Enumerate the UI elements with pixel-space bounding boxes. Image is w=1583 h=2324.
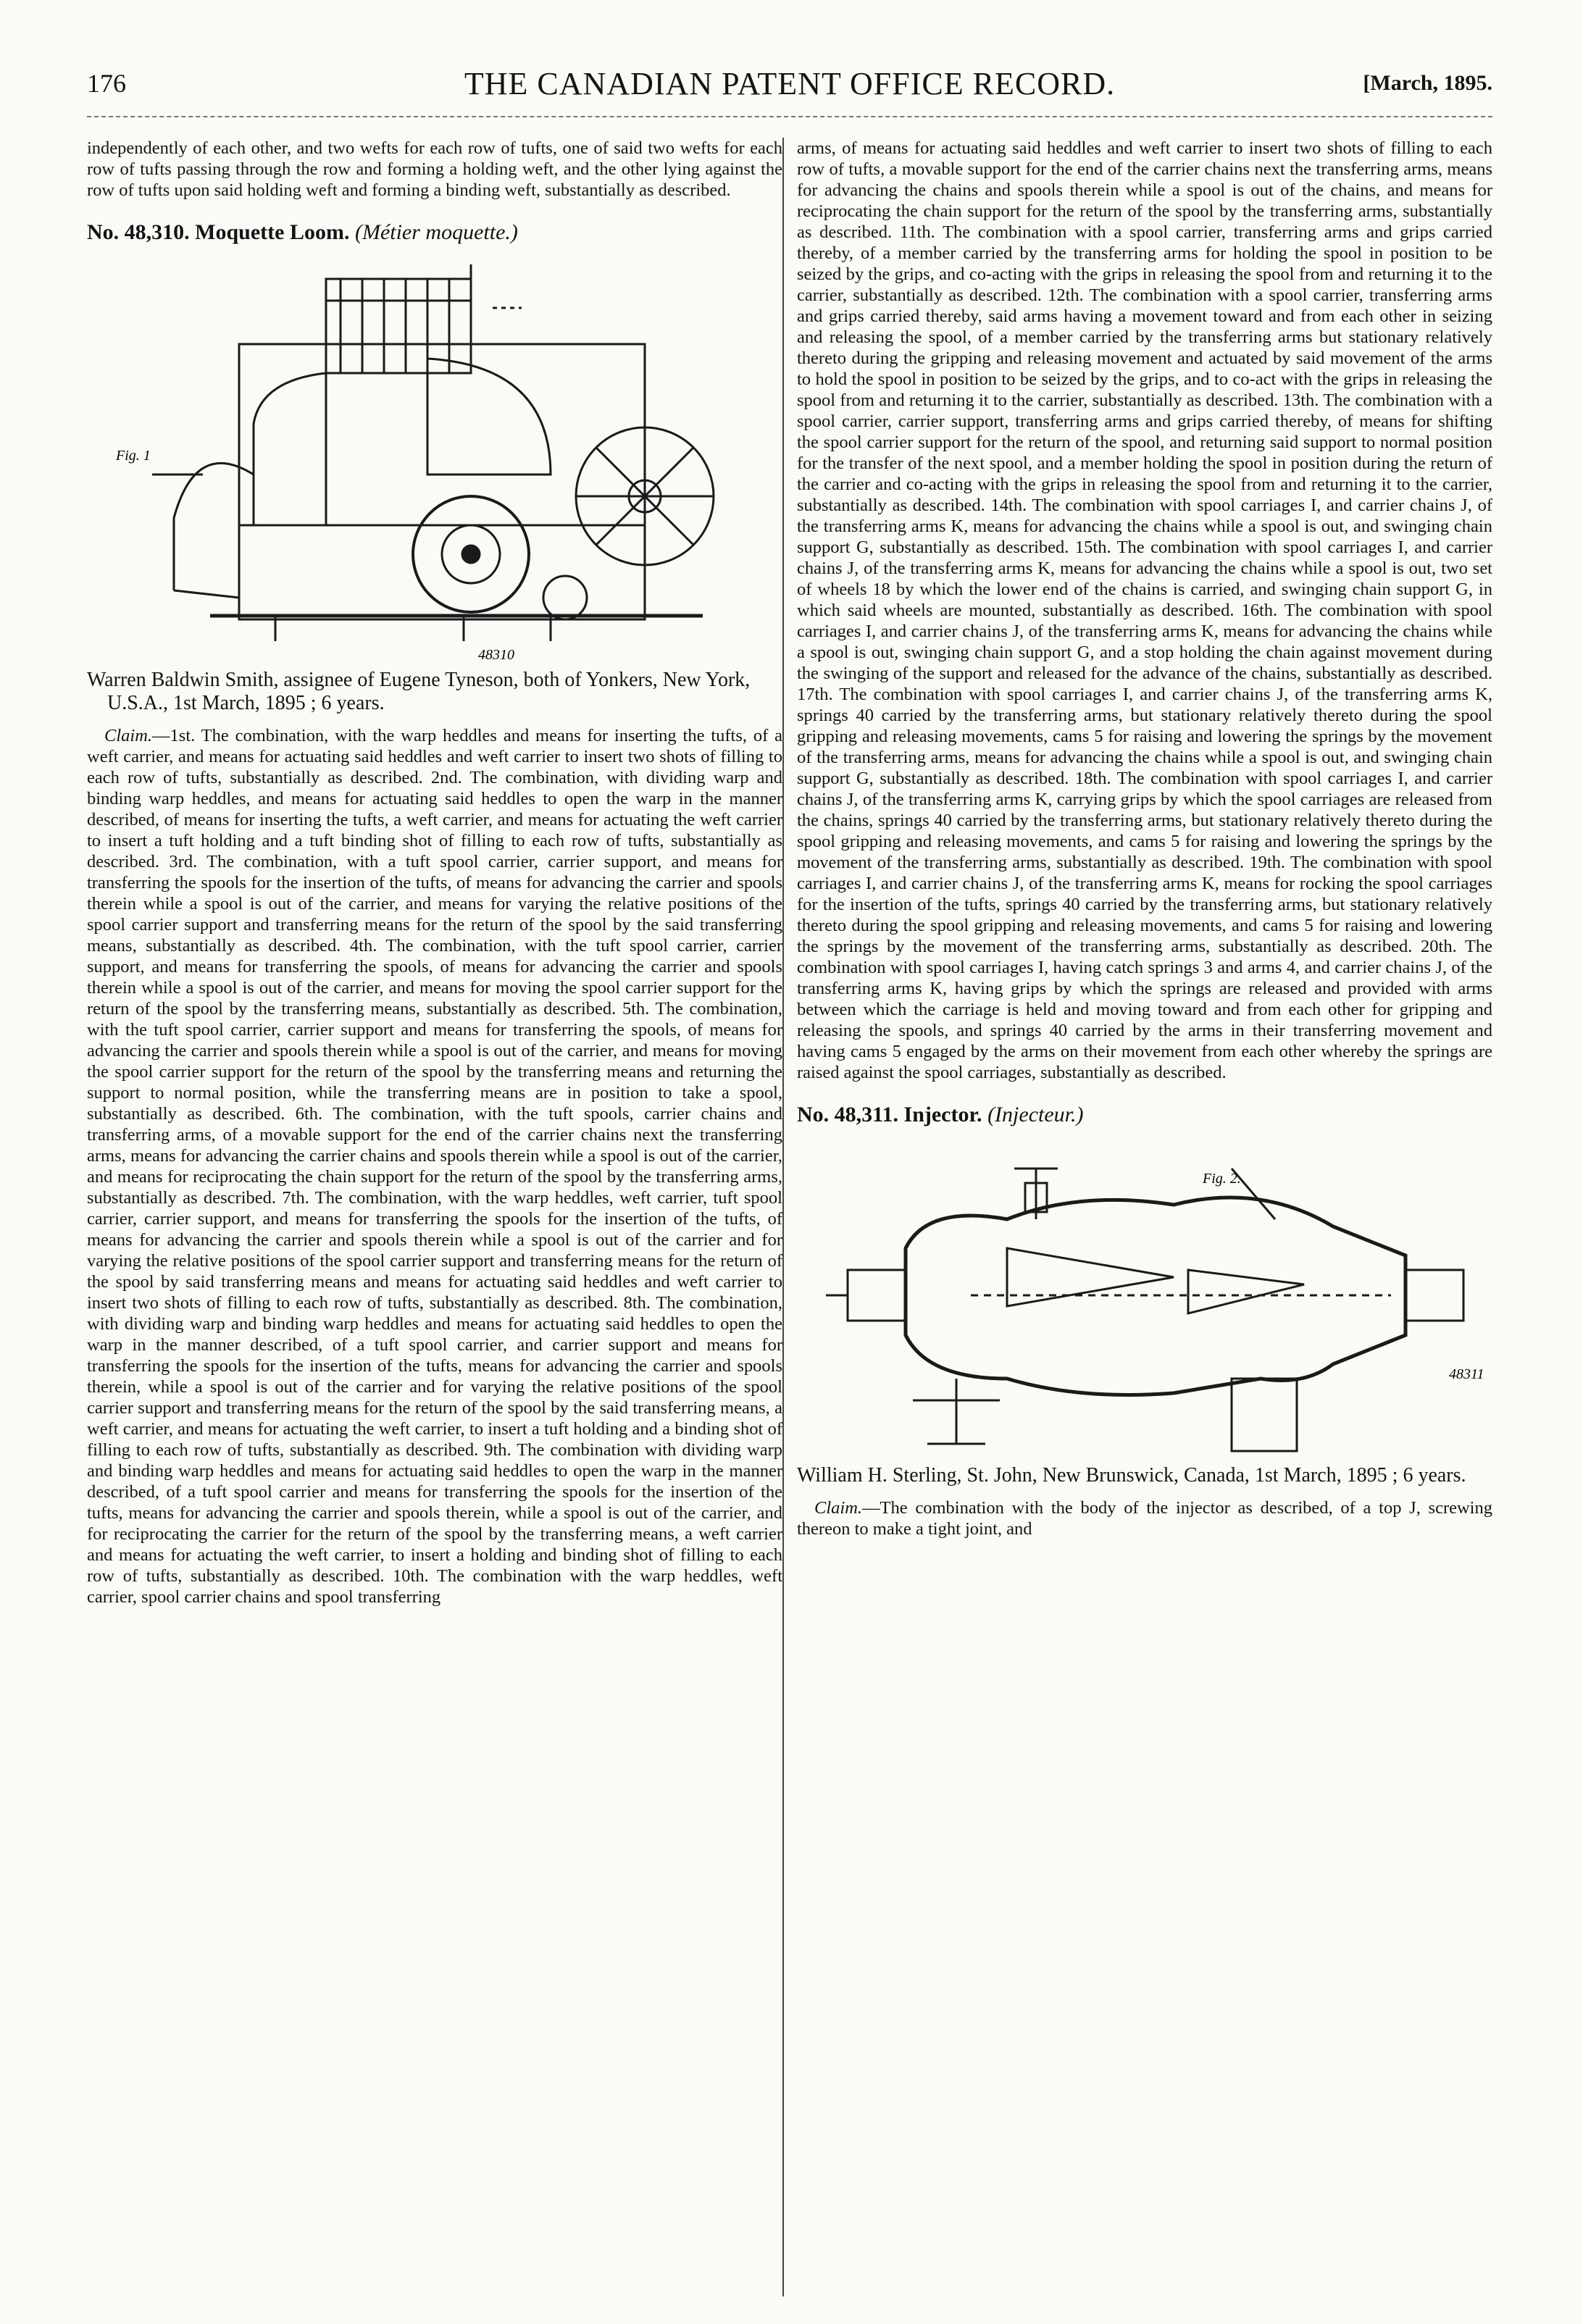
claim-label: Claim. <box>104 726 153 745</box>
claim-label: Claim. <box>814 1498 863 1518</box>
patent-claims <box>87 725 782 1608</box>
patent-claims <box>797 1497 1492 1539</box>
header-rule <box>87 116 1492 117</box>
figure-label: Fig. 1 <box>116 448 151 464</box>
figure-number: 48310 <box>478 647 514 663</box>
page-number: 176 <box>87 69 126 98</box>
running-title: THE CANADIAN PATENT OFFICE RECORD. <box>464 66 1116 101</box>
continued-claim-text: arms, of means for actuating said heddles and weft carrier to insert two shots of filling to each row of tufts, a movable support for the end of the carrier chains next the transferring arms, means for advancing the chains and spools therein while a spool is out of the chains, and means for reciprocating the chain support for the return of the spool by the transferring arms, substantially as described. 11th. The combination with a spool carrier, transferring arms and grips carried thereby, of a member carried by the transferring arms for holding the spool in position to be seized by the grips, and co-acting with the grips in releasing the spool from and returning it to the carrier, substantially as described. 12th. The combination with a spool carrier, transferring arms and grips carried thereby, said arms having a movement toward and from each other in seizing and releasing the spool, of a member carried by the transferring arms but stationary relatively thereto during the gripping and releasing movement and actuated by said movement of the arms to hold the spool in position to be seized by the grips, and to co-act with the grips in releasing the spool from and returning it to the carrier, substantially as described. 13th. The combination with a spool carrier, carrier support, transferring arms and grips carried thereby, of means for shifting the spool carrier support for the return of the spool, and returning said support to normal position for the transfer of the next spool, and a member holding the spool in position during the return of the carrier and co-acting with the grips in releasing the spool from and returning it to the carrier, substantially as described. 14th. The combination with spool carriages I, and carrier chains J, of the transferring arms K, means for advancing the chains while a spool is out, and swinging chain support G, substantially as described. 15th. The combination with spool carriages I, and carrier chains J, of the transferring arms K, means for advancing the chains while a spool is out, two set of wheels 18 by which the lower end of the chains is carried, and swinging chain support G, in which said wheels are mounted, substantially as described. 16th. The combination with spool carriages I, and carrier chains J, of the transferring arms K, means for advancing the chains while a spool is out, swinging chain support G, and a stop holding the chain against movement during the swinging of the support and released for the advance of the chains, substantially as described. 17th. The combination with spool carriages I, and carrier chains J, of the transferring arms K, springs 40 carried by the transferring arms, but stationary relatively thereto during the spool gripping and releasing movements, cams 5 for raising and lowering the springs by the movement of the transferring arms, means for advancing the chains while a spool is out, and swinging chain support G, substantially as described. 18th. The combination with spool carriages I, and carrier chains J, of the transferring arms K, carrying grips by which the spool carriages are released from the chains, springs 40 carried by the transferring arms, but stationary relatively thereto during the spool gripping and releasing movements, and cams 5 for raising and lowering the springs by the movement of the transferring arms, substantially as described. 19th. The combination with spool carriages I, and carrier chains J, of the transferring arms K, means for rocking the spool carriages for the insertion of the tufts, springs 40 carried by the transferring arms, but stationary relatively thereto during the spool gripping and releasing movements, and cams 5 for raising and lowering the springs by the movement of the transferring arms, substantially as described. 20th. The combination with spool carriages I, having catch springs 3 and arms 4, and carrier chains J, of the transferring arms K, having grips by which the springs are released and provided with arms between which the carriage is held and moving toward and from each other for gripping and releasing the spools, and springs 40 carried by the arms in their transferring movement and having cams 5 engaged by the arms on their movement from each other whereby the springs are raised against the spool carriages, substantially as described. <box>797 138 1492 1082</box>
column-divider <box>782 138 784 2296</box>
right-column <box>797 138 1492 1539</box>
left-column <box>87 138 782 1608</box>
page-header <box>87 65 1492 109</box>
continued-claim-text: independently of each other, and two wefts for each row of tufts, one of said two wefts for each row of tufts passing through the row and forming a holding weft, and the other lying against the row of tufts upon said holding weft and forming a binding weft, substantially as described. <box>87 138 782 200</box>
issue-date: [March, 1895. <box>1363 71 1492 95</box>
figure-label: Fig. 2. <box>1203 1171 1241 1187</box>
patent-title: Injector. <box>903 1103 982 1127</box>
patent-title-french: (Métier moquette.) <box>354 220 518 244</box>
patent-caption: William H. Sterling, St. John, New Brunswick, Canada, 1st March, 1895 ; 6 years. <box>797 1464 1466 1487</box>
patent-title: Moquette Loom. <box>195 220 350 244</box>
patent-number: No. 48,311. <box>797 1103 899 1127</box>
patent-heading-48310 <box>87 220 782 246</box>
patent-caption: Warren Baldwin Smith, assignee of Eugene Tyneson, both of Yonkers, New York, U.S.A., 1st March, 1895 ; 6 years. <box>87 669 751 714</box>
claim-text: —The combination with the body of the injector as described, of a top J, screwing thereon to make a tight joint, and <box>797 1498 1492 1539</box>
patent-title-french: (Injecteur.) <box>987 1103 1084 1127</box>
injector-drawing <box>797 1140 1492 1458</box>
figure-number: 48311 <box>1449 1366 1484 1382</box>
moquette-loom-drawing <box>87 257 782 663</box>
patent-heading-48311 <box>797 1102 1492 1128</box>
patent-number: No. 48,310. <box>87 220 190 244</box>
claim-text: —1st. The combination, with the warp heddles and means for inserting the tufts, of a weft carrier, and means for actuating said heddles and weft carrier to insert two shots of filling to each row of tufts, substantially as described. 2nd. The combination, with dividing warp and binding warp heddles, and means for actuating said heddles to open the warp in the manner described, of means for inserting the tufts, a weft carrier, and means for actuating the weft carrier to insert a tuft holding and a tuft binding shot of filling to each row of tufts, substantially as described. 3rd. The combination, with a tuft spool carrier, carrier support, and means for transferring the spools for the insertion of the tufts, of means for advancing the carrier and spools therein while a spool is out of the carrier, and means for varying the relative positions of the spool carrier support and transferring means for the return of the spool by the said transferring means, substantially as described. 4th. The combination, with the tuft spool carrier, carrier support, and means for transferring the spools, of means for advancing the carrier and spools therein while a spool is out of the carrier, and means for moving the spool carrier support for the return of the spool by the transferring means, substantially as described. 5th. The combination, with the tuft spool carrier, carrier support and means for transferring the spools, of means for advancing the carrier and spools therein while a spool is out of the carrier, and means for moving the spool carrier support for the return of the spool by the transferring means and returning the support to normal position, while the transferring means are in position to take a spool, substantially as described. 6th. The combination, with the tuft spools, carrier chains and transferring arms, of a movable support for the end of the carrier chains next the transferring arms, means for advancing the carrier chains and spools therein while a spool is out of the carrier, and means for reciprocating the chain support for the return of the spool by the transferring arms, substantially as described. 7th. The combination, with the warp heddles, weft carrier, tuft spool carrier, carrier support, and means for transferring the spools for the insertion of the tufts, of means for advancing the carrier and spools therein while a spool is out of the carrier and for varying the relative positions of the spool carrier support and transferring means for the return of the spool by said transferring means and means for actuating said heddles and weft carrier to insert two shots of filling to each row of tufts, substantially as described. 8th. The combination, with dividing warp and binding warp heddles and means for actuating said heddles to open the warp in the manner described, of a tuft spool carrier, and carrier support and means for transferring the spools for the insertion of the tufts, means for advancing the carrier and spools therein, while a spool is out of the carrier and for varying the relative positions of the spool carrier support and transferring means for the return of the spool by the said transferring means, a weft carrier, and means for actuating the weft carrier, to insert a tuft holding and a binding shot of filling to each row of tufts, substantially as described. 9th. The combination with dividing warp and binding warp heddles and means for actuating said heddles to open the warp in the manner described, of a tuft spool carrier and means for transferring the spools for the insertion of the tufts, means for advancing the carrier and spools therein, while a spool is out of the carrier, and for reciprocating the carrier for the return of the spool by the transferring means, a weft carrier and means for actuating the weft carrier, to insert a holding and binding shot of filling to each row of tufts, substantially as described. 10th. The combination with the warp heddles, weft carrier, spool carrier chains and spool transferring <box>87 726 782 1607</box>
